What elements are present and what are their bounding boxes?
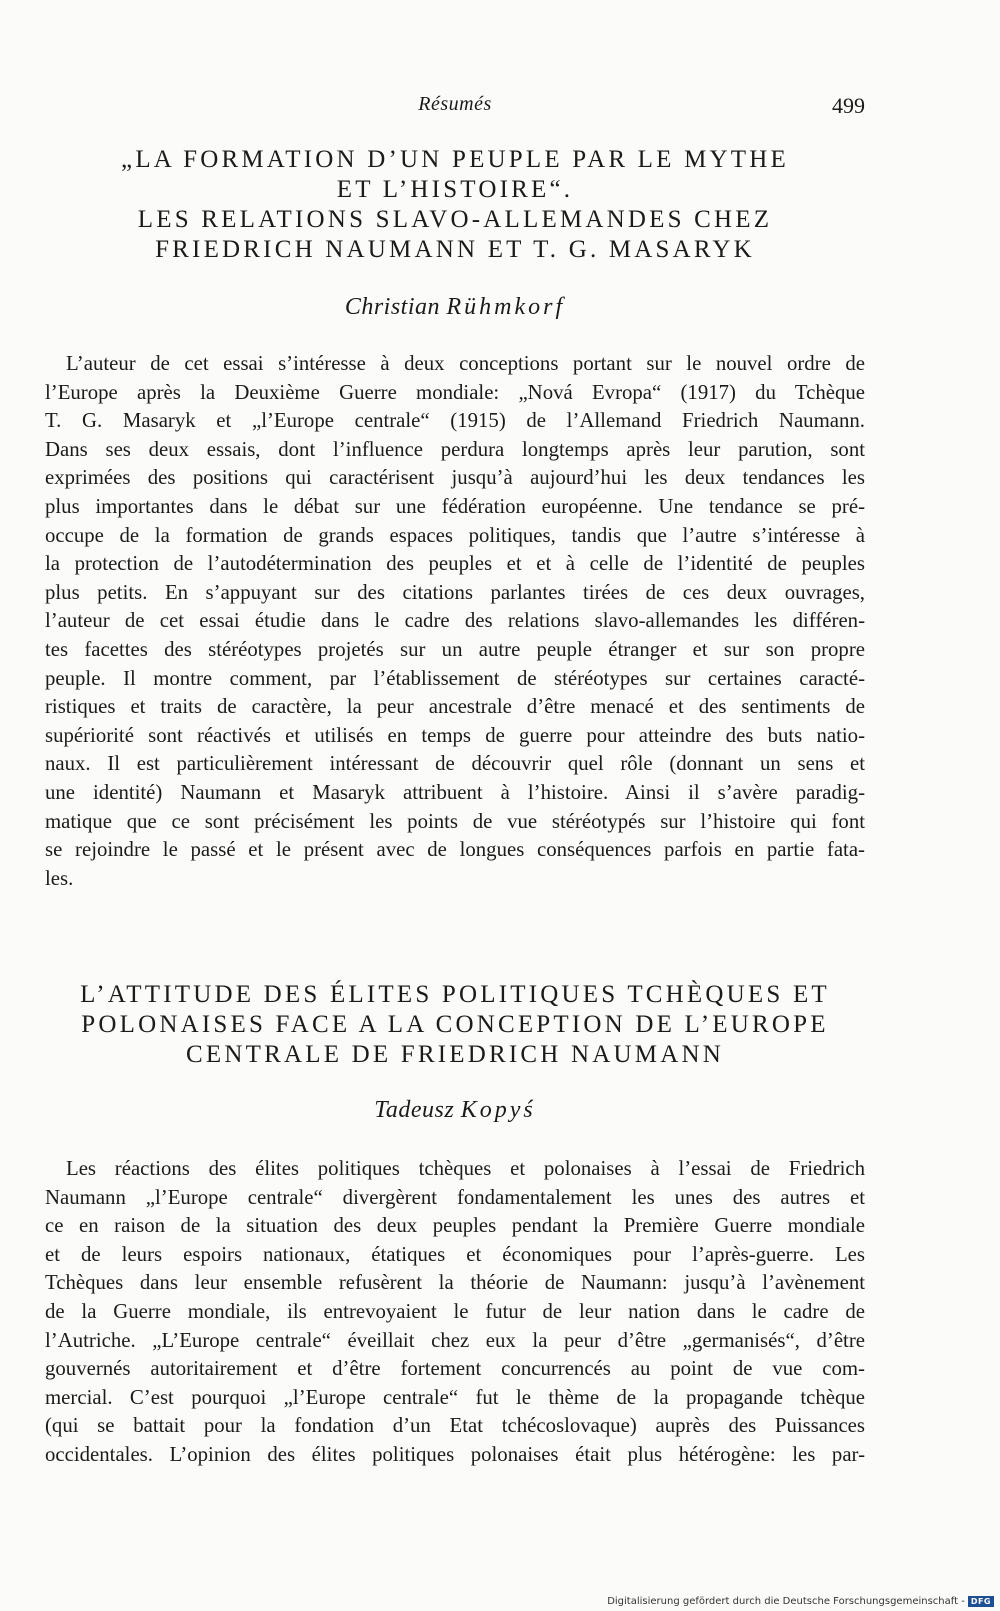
article-2-author-first: Tadeusz <box>374 1097 455 1123</box>
dfg-logo: DFG <box>968 1596 994 1607</box>
abstract-line: se rejoindre le passé et le présent avec de longues conséquences parfois en partie fata- <box>45 838 865 862</box>
abstract-line: Tchèques dans leur ensemble refusèrent la théorie de Naumann: jusqu’à l’avènement <box>45 1271 865 1295</box>
digitization-footer <box>607 1596 994 1607</box>
abstract-line: les. <box>45 866 74 890</box>
article-1-author <box>45 292 865 322</box>
footer-text: Digitalisierung gefördert durch die Deutsche Forschungsgemeinschaft - <box>607 1596 965 1607</box>
abstract-line: (qui se battait pour la fondation d’un Etat tchécoslovaque) auprès des Puissances <box>45 1414 865 1438</box>
abstract-line: une identité) Naumann et Masaryk attribuent à l’histoire. Ainsi il s’avère paradig- <box>45 780 865 804</box>
article-1-author-first: Christian <box>344 294 441 320</box>
abstract-line: exprimées des positions qui caractérisent jusqu’à aujourd’hui les deux tendances les <box>45 466 865 490</box>
abstract-line: occidentales. L’opinion des élites politiques polonaises était plus hétérogène: les par- <box>45 1442 865 1466</box>
page-number: 499 <box>832 93 865 118</box>
abstract-line: supériorité sont réactivés et utilisés en temps de guerre pour atteindre des buts natio- <box>45 723 865 747</box>
article-2-author <box>45 1095 865 1125</box>
article-2-author-last: Kopyś <box>460 1097 536 1123</box>
abstract-line: de la Guerre mondiale, ils entrevoyaient le futur de leur nation dans le cadre de <box>45 1299 865 1323</box>
abstract-line: gouvernés autoritairement et d’être fortement concurrencés au point de vue com- <box>45 1357 865 1381</box>
abstract-line: Dans ses deux essais, dont l’influence perdura longtemps après leur parution, sont <box>45 437 865 461</box>
article-2-title-line: L’ATTITUDE DES ÉLITES POLITIQUES TCHÈQUES ET <box>80 981 830 1008</box>
article-1-title-line: „LA FORMATION D’UN PEUPLE PAR LE MYTHE <box>121 146 789 173</box>
abstract-line: peuple. Il montre comment, par l’établissement de stéréotypes sur certaines caracté- <box>45 666 865 690</box>
article-1-author-last: Rühmkorf <box>446 294 566 320</box>
abstract-line: l’Autriche. „L’Europe centrale“ éveillait chez eux la peur d’être „germanisés“, d’être <box>45 1328 865 1352</box>
abstract-line: et de leurs espoirs nationaux, étatiques et économiques pour l’après-guerre. Les <box>45 1242 865 1266</box>
abstract-line: l’auteur de cet essai étudie dans le cadre des relations slavo-allemandes les différen- <box>45 609 865 633</box>
abstract-line: plus importantes dans le débat sur une fédération européenne. Une tendance se pré- <box>45 494 865 518</box>
article-1-abstract <box>45 350 865 893</box>
article-2-abstract <box>45 1155 865 1470</box>
abstract-line: matique que ce sont précisément les points de vue stéréotypés sur l’histoire qui font <box>45 809 865 833</box>
abstract-line: Les réactions des élites politiques tchèques et polonaises à l’essai de Friedrich <box>66 1157 865 1180</box>
running-header <box>45 93 865 121</box>
abstract-line: Naumann „l’Europe centrale“ divergèrent fondamentalement les unes des autres et <box>45 1185 865 1209</box>
abstract-line: L’auteur de cet essai s’intéresse à deux conceptions portant sur le nouvel ordre de <box>66 352 865 375</box>
running-title: Résumés <box>418 93 492 115</box>
article-1-title-line: ET L’HISTOIRE“. <box>336 176 574 203</box>
abstract-line: tes facettes des stéréotypes projetés sur un autre peuple étranger et sur son propre <box>45 637 865 661</box>
abstract-line: occupe de la formation de grands espaces politiques, tandis que l’autre s’intéresse à <box>45 523 865 547</box>
abstract-line: ristiques et traits de caractère, la peur ancestrale d’être menacé et des sentiments de <box>45 695 865 719</box>
article-2-title-line: CENTRALE DE FRIEDRICH NAUMANN <box>186 1041 724 1068</box>
abstract-line: l’Europe après la Deuxième Guerre mondiale: „Nová Evropa“ (1917) du Tchèque <box>45 380 865 404</box>
article-1-title-line: LES RELATIONS SLAVO-ALLEMANDES CHEZ <box>137 206 773 233</box>
article-2-title-line: POLONAISES FACE A LA CONCEPTION DE L’EUROPE <box>81 1011 829 1038</box>
abstract-line: ce en raison de la situation des deux peuples pendant la Première Guerre mondiale <box>45 1214 865 1238</box>
article-2-title <box>45 980 865 1070</box>
abstract-line: la protection de l’autodétermination des peuples et et à celle de l’identité de peuples <box>45 552 865 576</box>
abstract-line: plus petits. En s’appuyant sur des citations parlantes tirées de ces deux ouvrages, <box>45 580 865 604</box>
abstract-line: mercial. C’est pourquoi „l’Europe centrale“ fut le thème de la propagande tchèque <box>45 1385 865 1409</box>
abstract-line: naux. Il est particulièrement intéressant de découvrir quel rôle (donnant un sens et <box>45 752 865 776</box>
abstract-line: T. G. Masaryk et „l’Europe centrale“ (1915) de l’Allemand Friedrich Naumann. <box>45 409 865 433</box>
article-1-title <box>45 145 865 265</box>
article-1-title-line: FRIEDRICH NAUMANN ET T. G. MASARYK <box>155 236 755 263</box>
